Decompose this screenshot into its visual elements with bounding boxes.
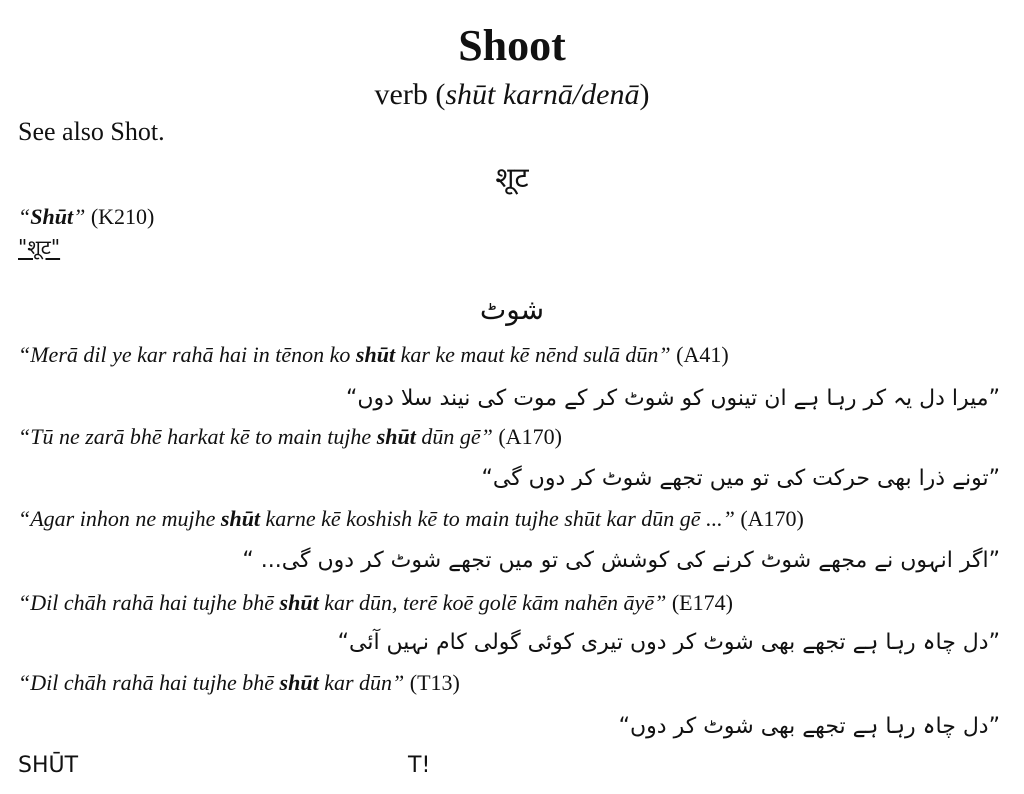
example-2-latin xyxy=(18,424,1002,450)
example-keyword: shūt xyxy=(376,424,416,449)
example-5-latin xyxy=(18,670,1002,696)
example-text-post: dūn gē” xyxy=(415,424,493,449)
example-text-post: kar dūn, terē koē golē kām nahēn āyē” xyxy=(318,590,667,615)
pos-prefix: verb ( xyxy=(374,78,446,111)
example-4-urdu: ”دل چاہ رہا ہے تجھے بھی شوٹ کر دوں تیری کوئی گولی کام نہیں آئی“ xyxy=(337,630,1000,655)
kasiyat-term: Shūt xyxy=(30,204,74,229)
footer-mid-text: T! xyxy=(408,753,431,778)
example-1-urdu: ”میرا دل یہ کر رہا ہے ان تینوں کو شوٹ کر کے موت کی نیند سلا دوں“ xyxy=(345,386,1000,411)
kasiyat-ref: (K210) xyxy=(85,204,155,229)
example-5-urdu: ”دل چاہ رہا ہے تجھے بھی شوٹ کر دوں“ xyxy=(618,714,1000,739)
example-ref: (A170) xyxy=(734,506,804,531)
example-text-pre: “Merā dil ye kar rahā hai in tēnon ko xyxy=(18,342,356,367)
example-keyword: shūt xyxy=(279,590,319,615)
example-keyword: shūt xyxy=(220,506,261,531)
hindi-headword: शूट xyxy=(495,161,529,194)
example-4-latin xyxy=(18,590,1002,616)
kasiyat-hindi: "शूट" xyxy=(18,235,61,259)
see-also: See also Shot. xyxy=(18,117,165,146)
example-2-urdu: ”تونے ذرا بھی حرکت کی تو میں تجھے شوٹ کر دوں گی“ xyxy=(481,466,1000,491)
example-ref: (A170) xyxy=(492,424,562,449)
kasiyat-citation xyxy=(18,204,1002,230)
pos-suffix: ) xyxy=(639,78,650,111)
entry-title: Shoot xyxy=(458,21,566,70)
example-text-pre: “Dil chāh rahā hai tujhe bhē xyxy=(18,590,280,615)
part-of-speech xyxy=(0,76,1024,114)
example-text-post: karne kē koshish kē to main tujhe shūt kar dūn gē ...” xyxy=(260,506,735,531)
example-keyword: shūt xyxy=(279,670,319,695)
pos-forms: shūt karnā/denā xyxy=(445,78,640,111)
example-text-post: kar dūn” xyxy=(318,670,405,695)
example-3-latin xyxy=(18,506,1002,532)
example-text-pre: “Dil chāh rahā hai tujhe bhē xyxy=(18,670,280,695)
example-text-pre: “Agar inhon ne mujhe xyxy=(18,506,221,531)
quote-open: “ xyxy=(18,204,31,229)
example-ref: (E174) xyxy=(666,590,733,615)
example-3-urdu: ”اگر انہوں نے مجھے شوٹ کرنے کی کوشش کی تو میں تجھے شوٹ کر دوں گی... “ xyxy=(242,548,1000,573)
example-ref: (T13) xyxy=(404,670,460,695)
example-text-pre: “Tū ne zarā bhē harkat kē to main tujhe xyxy=(18,424,377,449)
example-text-post: kar ke maut kē nēnd sulā dūn” xyxy=(395,342,671,367)
quote-close: ” xyxy=(73,204,86,229)
example-1-latin xyxy=(18,342,1002,368)
urdu-headword: شوٹ xyxy=(479,293,545,326)
footer-left-text: SHŪT xyxy=(18,753,79,778)
example-ref: (A41) xyxy=(670,342,729,367)
example-keyword: shūt xyxy=(355,342,396,367)
